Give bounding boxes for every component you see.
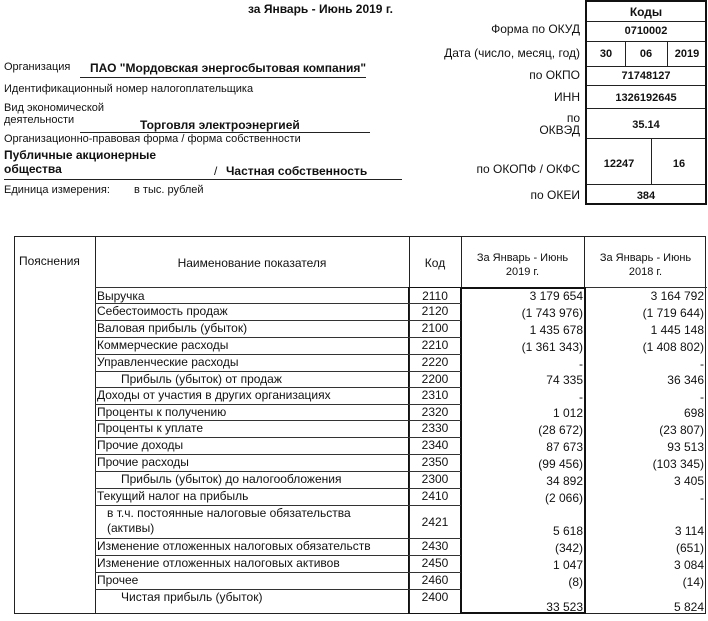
header-name: Наименование показателя <box>177 256 327 270</box>
header-code: Код <box>424 256 446 270</box>
row-value-2019: (8) <box>568 575 583 589</box>
row-value-2019: (2 066) <box>544 491 583 505</box>
table-row <box>15 538 707 555</box>
date-month: 06 <box>639 48 653 60</box>
okved-label-1: по <box>566 111 580 125</box>
date-day: 30 <box>599 48 613 60</box>
row-value-2019: 87 673 <box>546 440 583 454</box>
row-name: Прибыль (убыток) до налогообложения <box>121 472 342 486</box>
table-row <box>15 303 707 320</box>
table-row <box>15 320 707 337</box>
row-value-2018: (23 807) <box>659 423 704 437</box>
period-title: за Январь - Июнь 2019 г. <box>248 2 393 16</box>
table-row <box>15 288 707 303</box>
row-name: Изменение отложенных налоговых активов <box>97 556 340 570</box>
row-value-2018: (14) <box>682 575 704 589</box>
row-value-2018: 36 346 <box>667 373 704 387</box>
row-value-2019: 34 892 <box>546 474 583 488</box>
table-row <box>15 404 707 420</box>
row-name-continued: (активы) <box>107 521 155 535</box>
okei-label: по ОКЕИ <box>530 188 580 202</box>
row-value-2019: 1 047 <box>552 558 583 572</box>
row-value-2019: 5 618 <box>552 524 583 538</box>
table-row <box>15 471 707 488</box>
row-value-2019: 74 335 <box>546 373 583 387</box>
row-value-2018: (1 408 802) <box>642 340 704 354</box>
row-value-2019: - <box>579 357 583 371</box>
okpo-value: 71748127 <box>621 70 671 82</box>
row-name: Прибыль (убыток) от продаж <box>121 372 282 386</box>
row-value-2018: (651) <box>675 541 704 555</box>
header-notes: Пояснения <box>19 254 80 268</box>
table-row <box>15 555 707 572</box>
row-value-2019: (28 672) <box>538 423 583 437</box>
date-year: 2019 <box>674 48 700 60</box>
unit-label: Единица измерения: <box>4 184 110 196</box>
table-row <box>15 505 707 538</box>
row-value-2019: (1 743 976) <box>521 306 583 320</box>
row-value-2019: 3 179 654 <box>529 289 583 303</box>
legal-form-label: Организационно-правовая форма / форма собственности <box>4 133 301 145</box>
table-row <box>15 572 707 589</box>
table-row <box>15 420 707 437</box>
row-name: Текущий налог на прибыль <box>97 489 249 503</box>
okfs-value: 16 <box>672 158 686 170</box>
row-code: 2350 <box>421 455 449 469</box>
row-name: Себестоимость продаж <box>97 304 228 318</box>
okud-label: Форма по ОКУД <box>491 22 580 36</box>
header-2018-line2: 2018 г. <box>628 266 663 278</box>
table-row <box>15 337 707 354</box>
row-code: 2320 <box>421 405 449 419</box>
inn-value: 1326192645 <box>615 92 677 104</box>
row-code: 2410 <box>421 489 449 503</box>
okved-label-2: ОКВЭД <box>539 123 580 137</box>
header-2019-line1: За Январь - Июнь <box>476 252 569 264</box>
row-name: Прочие расходы <box>97 455 189 469</box>
row-value-2018: 3 405 <box>673 474 704 488</box>
row-code: 2120 <box>421 304 449 318</box>
row-value-2019: 33 523 <box>546 600 583 614</box>
row-value-2018: - <box>700 491 704 505</box>
activity-label-2: деятельности <box>4 114 75 126</box>
row-value-2018: 93 513 <box>667 440 704 454</box>
row-value-2019: (99 456) <box>538 457 583 471</box>
row-name: Чистая прибыль (убыток) <box>121 590 263 604</box>
row-value-2018: 3 164 792 <box>650 289 704 303</box>
row-value-2018: 5 824 <box>673 600 704 614</box>
row-name: Коммерческие расходы <box>97 338 229 352</box>
org-value: ПАО "Мордовская энергосбытовая компания" <box>90 61 367 75</box>
row-code: 2430 <box>421 539 449 553</box>
table-row <box>15 454 707 471</box>
row-name: Управленческие расходы <box>97 355 239 369</box>
row-name: Проценты к получению <box>97 405 227 419</box>
row-value-2018: (1 719 644) <box>642 306 704 320</box>
row-name: Выручка <box>97 289 145 303</box>
unit-value: в тыс. рублей <box>134 184 204 196</box>
row-code: 2400 <box>421 590 449 604</box>
row-value-2018: 698 <box>683 406 704 420</box>
row-value-2019: (1 361 343) <box>521 340 583 354</box>
row-value-2018: 3 114 <box>674 524 704 538</box>
slash: / <box>214 164 218 178</box>
okpo-label: по ОКПО <box>529 68 580 82</box>
table-row <box>15 354 707 371</box>
table-row <box>15 387 707 404</box>
row-name: Проценты к уплате <box>97 421 203 435</box>
row-code: 2450 <box>421 556 449 570</box>
row-name: Доходы от участия в других организациях <box>97 388 331 402</box>
row-value-2019: - <box>579 390 583 404</box>
row-value-2018: (103 345) <box>652 457 704 471</box>
inn-full-label: Идентификационный номер налогоплательщика <box>4 83 254 95</box>
table-row <box>15 437 707 454</box>
legal-form-value-1: Публичные акционерные <box>4 148 157 162</box>
org-label: Организация <box>4 61 71 73</box>
row-value-2018: 3 084 <box>673 558 704 572</box>
row-value-2018: - <box>700 390 704 404</box>
row-code: 2421 <box>421 515 449 529</box>
row-code: 2110 <box>422 289 448 303</box>
inn-label: ИНН <box>554 90 580 104</box>
row-code: 2300 <box>421 472 449 486</box>
table-row <box>15 488 707 505</box>
row-value-2019: 1 012 <box>552 406 583 420</box>
activity-value: Торговля электроэнергией <box>140 118 300 132</box>
row-code: 2340 <box>421 438 449 452</box>
row-code: 2200 <box>421 372 449 386</box>
row-name: Прочие доходы <box>97 438 184 452</box>
legal-form-value-2: общества <box>4 162 62 176</box>
row-value-2019: (342) <box>554 541 583 555</box>
okei-value: 384 <box>636 190 656 202</box>
financial-table <box>14 236 706 614</box>
row-value-2019: 1 435 678 <box>529 323 583 337</box>
row-code: 2100 <box>421 321 449 335</box>
row-name: Прочее <box>97 573 139 587</box>
codes-box <box>585 0 707 205</box>
row-name: Изменение отложенных налоговых обязательств <box>97 539 371 553</box>
row-code: 2330 <box>421 421 449 435</box>
codes-title: Коды <box>629 5 663 19</box>
header-2018-line1: За Январь - Июнь <box>599 252 692 264</box>
ownership-value: Частная собственность <box>226 164 368 178</box>
okopf-value: 12247 <box>603 158 635 170</box>
row-code: 2460 <box>421 573 449 587</box>
okved-value: 35.14 <box>632 119 660 131</box>
table-row <box>15 371 707 387</box>
activity-label-1: Вид экономической <box>4 102 105 114</box>
okud-value: 0710002 <box>624 25 668 37</box>
header-2019-line2: 2019 г. <box>505 266 540 278</box>
row-code: 2210 <box>421 338 449 352</box>
row-value-2018: 1 445 148 <box>650 323 704 337</box>
okopf-label: по ОКОПФ / ОКФС <box>476 162 580 176</box>
row-name: в т.ч. постоянные налоговые обязательства <box>107 506 351 520</box>
row-code: 2310 <box>421 388 449 402</box>
row-name: Валовая прибыль (убыток) <box>97 321 248 335</box>
table-row <box>15 589 707 614</box>
row-value-2018: - <box>700 357 704 371</box>
row-code: 2220 <box>421 355 449 369</box>
date-label: Дата (число, месяц, год) <box>444 46 580 60</box>
